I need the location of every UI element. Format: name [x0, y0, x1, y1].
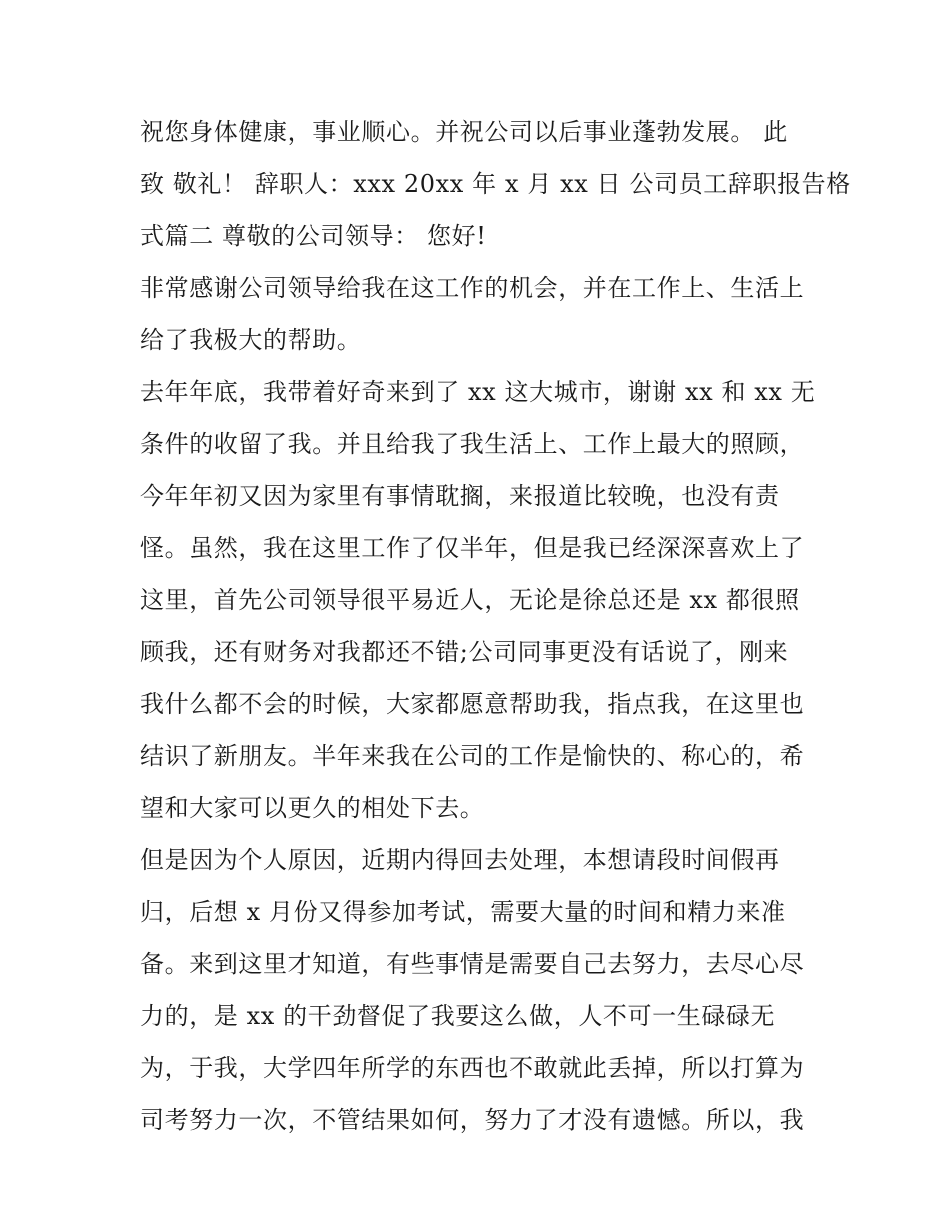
text-line: 我什么都不会的时候，大家都愿意帮助我，指点我，在这里也: [140, 690, 805, 718]
text-line: 去年年底，我带着好奇来到了 xx 这大城市，谢谢 xx 和 xx 无: [140, 378, 816, 406]
text-line: 力的，是 xx 的干劲督促了我要这么做，人不可一生碌碌无: [140, 1002, 776, 1030]
text-line: 今年年初又因为家里有事情耽搁，来报道比较晚，也没有责: [140, 482, 780, 510]
text-line: 给了我极大的帮助。: [140, 326, 362, 354]
text-line: 归，后想 x 月份又得参加考试，需要大量的时间和精力来准: [140, 898, 786, 926]
text-line: 备。来到这里才知道，有些事情是需要自己去努力，去尽心尽: [140, 950, 805, 978]
text-line: 结识了新朋友。半年来我在公司的工作是愉快的、称心的，希: [140, 742, 805, 770]
text-line: 望和大家可以更久的相处下去。: [140, 794, 485, 822]
text-line: 式篇二 尊敬的公司领导： 您好!: [140, 222, 487, 250]
document-body: [140, 106, 851, 1146]
text-line: 顾我，还有财务对我都还不错;公司同事更没有话说了，刚来: [140, 638, 789, 666]
text-line: 祝您身体健康，事业顺心。并祝公司以后事业蓬勃发展。 此: [140, 118, 788, 146]
text-line: 司考努力一次，不管结果如何，努力了才没有遗憾。所以，我: [140, 1106, 805, 1134]
text-line: 这里，首先公司领导很平易近人，无论是徐总还是 xx 都很照: [140, 586, 800, 614]
text-line: 为，于我，大学四年所学的东西也不敢就此丢掉，所以打算为: [140, 1054, 805, 1082]
text-line: 致 敬礼！ 辞职人：xxx 20xx 年 x 月 xx 日 公司员工辞职报告格: [140, 170, 851, 198]
text-line: 条件的收留了我。并且给我了我生活上、工作上最大的照顾，: [140, 430, 805, 458]
text-line: 但是因为个人原因，近期内得回去处理，本想请段时间假再: [140, 846, 780, 874]
text-line: 怪。虽然，我在这里工作了仅半年，但是我已经深深喜欢上了: [140, 534, 805, 562]
text-line: 非常感谢公司领导给我在这工作的机会，并在工作上、生活上: [140, 274, 805, 302]
